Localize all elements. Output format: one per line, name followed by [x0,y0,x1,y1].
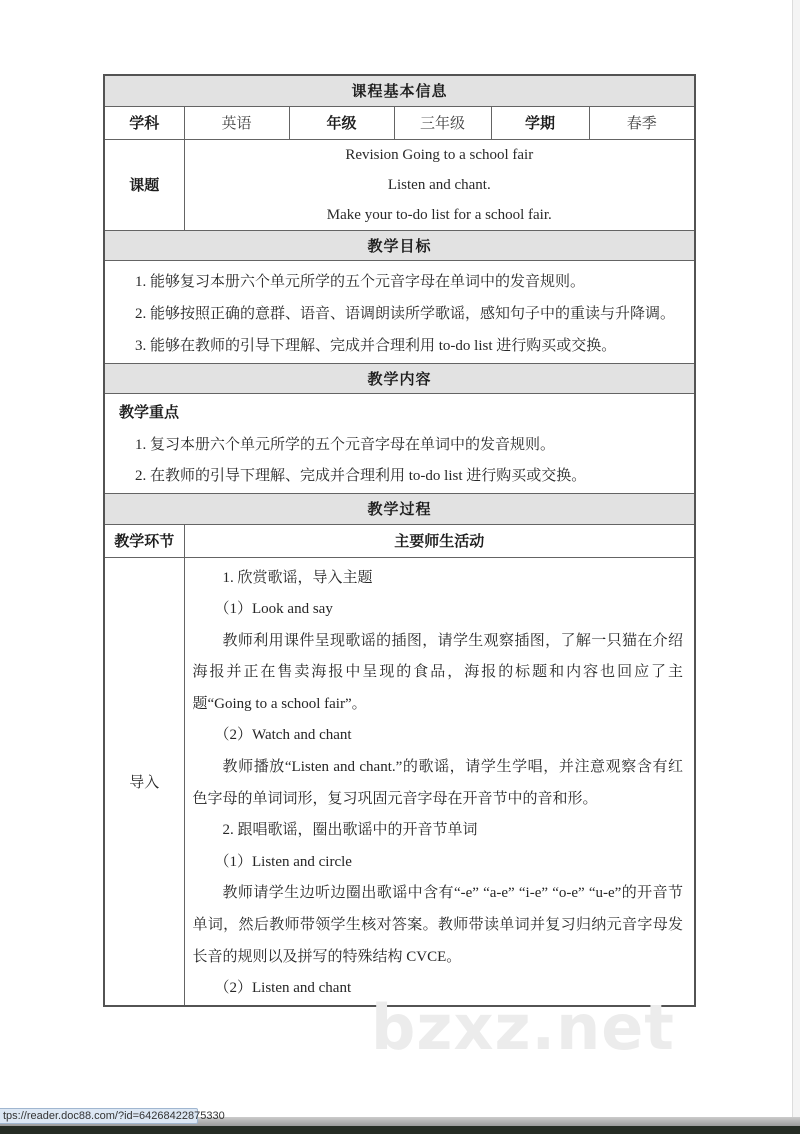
grade-label: 年级 [289,106,394,139]
objectives-header: 教学目标 [104,230,695,260]
activity-line: （2）Listen and chant [214,980,352,997]
focus-title: 教学重点 [119,404,180,421]
site-watermark: bzxz.net [371,991,675,1064]
focus-item: 2. 在教师的引导下理解、完成并合理利用 to-do list 进行购买或交换。 [135,468,587,484]
activity-col-header: 主要师生活动 [184,524,695,557]
topic-line: Make your to-do list for a school fair. [326,206,552,223]
process-header: 教学过程 [104,493,695,524]
objectives-cell [104,260,695,363]
activity-line: 2. 跟唱歌谣，圈出歌谣中的开音节单词 [222,822,478,839]
topic-line: Listen and chant. [387,176,491,193]
taskbar-edge [0,1126,800,1134]
term-value: 春季 [589,106,695,139]
objective-item: 2. 能够按照正确的意群、语音、语调朗读所学歌谣，感知句子中的重读与升降调。 [135,306,676,322]
activity-line: 教师播放“Listen and chant.”的歌谣，请学生学唱，并注意观察含有红色字母的单词词形，复习巩固元音字母在开音节中的音和形。 [192,759,684,807]
activity-line: 教师利用课件呈现歌谣的插图，请学生观察插图，了解一只猫在介绍海报并正在售卖海报中呈现的食品，海报的标题和内容也回应了主题“Going to a school fair”。 [192,632,684,712]
lesson-plan-table [103,74,696,1007]
activity-line: （1）Listen and circle [214,853,352,870]
activity-line: （2）Watch and chant [214,727,352,744]
activity-line: （1）Look and say [214,601,333,618]
grade-value: 三年级 [394,106,491,139]
activity-line: 1. 欣赏歌谣，导入主题 [222,569,373,586]
term-label: 学期 [491,106,589,139]
browser-status-url: tps://reader.doc88.com/?id=64268422875330 [0,1108,198,1124]
topic-cell [184,139,695,230]
stage-label: 导入 [104,557,184,1006]
content-header: 教学内容 [104,363,695,393]
subject-label: 学科 [104,106,184,139]
objective-item: 1. 能够复习本册六个单元所学的五个元音字母在单词中的发音规则。 [135,274,586,290]
subject-value: 英语 [184,106,289,139]
topic-line: Revision Going to a school fair [345,146,534,163]
activities-cell [184,557,695,1006]
focus-item: 1. 复习本册六个单元所学的五个元音字母在单词中的发音规则。 [135,436,556,453]
topic-label: 课题 [104,139,184,230]
stage-col-header: 教学环节 [104,524,184,557]
activity-line: 教师请学生边听边圈出歌谣中含有“-e” “a-e” “i-e” “o-e” “u-e”的开音节单词，然后教师带领学生核对答案。教师带读单词并复习归纳元音字母发长音的规则以及拼写的特殊结构 CVCE。 [192,885,684,965]
basic-info-header: 课程基本信息 [104,75,695,106]
vertical-scrollbar-track[interactable] [792,0,800,1119]
content-cell [104,393,695,493]
objective-item: 3. 能够在教师的引导下理解、完成并合理利用 to-do list 进行购买或交换。 [135,338,617,354]
